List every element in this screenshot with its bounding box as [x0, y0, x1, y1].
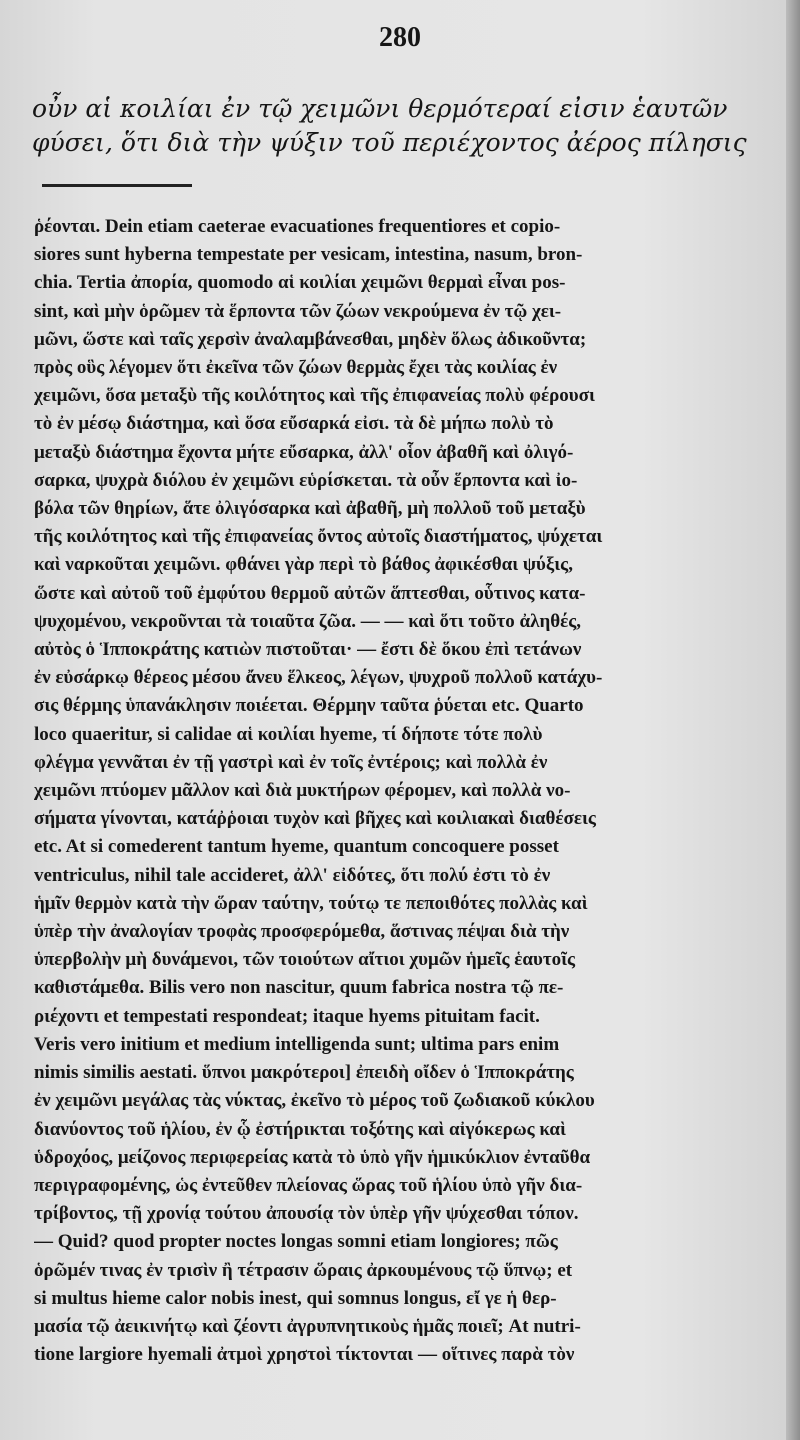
- page-number: 280: [379, 22, 421, 53]
- text-line: ὥστε καὶ αὐτοῦ τοῦ ἐμφύτου θερμοῦ αὐτῶν ἅπτεσθαι, οὗτινος κατα-: [34, 582, 586, 604]
- text-line: τὸ ἐν μέσῳ διάστημα, καὶ ὅσα εὔσαρκά εἰσι. τὰ δὲ μήπω πολὺ τὸ: [34, 413, 554, 435]
- text-line: πρὸς οὓς λέγομεν ὅτι ἐκεῖνα τῶν ζώων θερμὰς ἔχει τὰς κοιλίας ἐν: [34, 357, 558, 379]
- text-line: χειμῶνι, ὅσα μεταξὺ τῆς κοιλότητος καὶ τῆς ἐπιφανείας πολὺ φέρουσι: [34, 385, 595, 407]
- text-line: ριέχοντι et tempestati respondeat; itaque hyems pituitam facit.: [34, 1005, 540, 1027]
- text-line: μεταξὺ διάστημα ἔχοντα μήτε εὔσαρκα, ἀλλ' οἷον ἀβαθῆ καὶ ὀλιγό-: [34, 441, 574, 463]
- text-line: siores sunt hyberna tempestate per vesicam, intestina, nasum, bron-: [34, 244, 583, 266]
- text-line: βόλα τῶν θηρίων, ἅτε ὀλιγόσαρκα καὶ ἀβαθῆ, μὴ πολλοῦ τοῦ μεταξὺ: [34, 498, 586, 520]
- text-line: μασία τῷ ἀεικινήτῳ καὶ ζέοντι ἀγρυπνητικοὺς ἡμᾶς ποιεῖ; At nutri-: [34, 1315, 581, 1337]
- text-line: χειμῶνι πτύομεν μᾶλλον καὶ διὰ μυκτήρων φέρομεν, καὶ πολλὰ νο-: [34, 780, 571, 802]
- greek-text-line: οὖν αἱ κοιλίαι ἐν τῷ χειμῶνι θερμότεραί εἰσιν ἑαυτῶν: [32, 94, 728, 123]
- text-line: τῆς κοιλότητος καὶ τῆς ἐπιφανείας ὄντος αὐτοῖς διαστήματος, ψύχεται: [34, 526, 603, 548]
- text-line: ψυχομένου, νεκροῦνται τὰ τοιαῦτα ζῶα. — — καὶ ὅτι τοῦτο ἀληθές,: [34, 610, 582, 632]
- text-line: sint, καὶ μὴν ὁρῶμεν τὰ ἕρποντα τῶν ζώων νεκρούμενα ἐν τῷ χει-: [34, 300, 562, 322]
- text-line: φλέγμα γεννᾶται ἐν τῇ γαστρὶ καὶ ἐν τοῖς ἐντέροις; καὶ πολλὰ ἐν: [34, 751, 548, 773]
- text-line: καθιστάμεθα. Bilis vero non nascitur, quum fabrica nostra τῷ πε-: [34, 977, 564, 999]
- text-line: περιγραφομένης, ὡς ἐντεῦθεν πλείονας ὥρας τοῦ ἡλίου ὑπὸ γῆν δια-: [34, 1174, 583, 1196]
- text-line: καὶ ναρκοῦται χειμῶνι. φθάνει γὰρ περὶ τὸ βάθος ἀφικέσθαι ψύξις,: [34, 554, 573, 576]
- text-line: ventriculus, nihil tale accideret, ἀλλ' εἰδότες, ὅτι πολύ ἐστι τὸ ἐν: [34, 864, 551, 886]
- text-line: τρίβοντος, τῇ χρονίᾳ τούτου ἀπουσίᾳ τὸν ὑπὲρ γῆν ψύχεσθαι τόπον.: [34, 1203, 579, 1225]
- text-line: ὁρῶμέν τινας ἐν τρισὶν ἢ τέτρασιν ὥραις ἀρκουμένους τῷ ὕπνῳ; et: [34, 1259, 573, 1281]
- text-line: ἐν χειμῶνι μεγάλας τὰς νύκτας, ἐκεῖνο τὸ μέρος τοῦ ζωδιακοῦ κύκλου: [34, 1090, 595, 1112]
- greek-text-line: φύσει, ὅτι διὰ τὴν ψύξιν τοῦ περιέχοντος ἀέρος πίλησις: [32, 128, 747, 157]
- text-line: αὐτὸς ὁ Ἱπποκράτης κατιὼν πιστοῦται· — ἔστι δὲ ὅκου ἐπὶ τετάνων: [34, 639, 582, 661]
- text-line: chia. Tertia ἀπορία, quomodo αἱ κοιλίαι χειμῶνι θερμαὶ εἶναι pos-: [34, 272, 566, 294]
- text-line: Veris vero initium et medium intelligenda sunt; ultima pars enim: [34, 1033, 560, 1055]
- text-line: ὑδροχόος, μείζονος περιφερείας κατὰ τὸ ὑπὸ γῆν ἡμικύκλιον ἐνταῦθα: [34, 1146, 591, 1168]
- commentary-body: [34, 213, 766, 1369]
- text-line: loco quaeritur, si calidae αἱ κοιλίαι hyeme, τί δήποτε τότε πολὺ: [34, 723, 543, 745]
- text-line: ὑπερβολὴν μὴ δυνάμενοι, τῶν τοιούτων αἴτιοι χυμῶν ἡμεῖς ἑαυτοῖς: [34, 949, 576, 971]
- text-line: tione largiore hyemali ἀτμοὶ χρηστοὶ τίκτονται — οἵτινες παρὰ τὸν: [34, 1344, 575, 1366]
- text-line: — Quid? quod propter noctes longas somni etiam longiores; πῶς: [34, 1231, 558, 1253]
- text-line: si multus hieme calor nobis inest, qui somnus longus, εἴ γε ἡ θερ-: [34, 1287, 557, 1309]
- text-line: μῶνι, ὥστε καὶ ταῖς χερσὶν ἀναλαμβάνεσθαι, μηδὲν ὅλως ἀδικοῦντα;: [34, 328, 587, 350]
- footnote-rule: [42, 184, 192, 187]
- text-line: ἐν εὐσάρκῳ θέρεος μέσου ἄνευ ἕλκεος, λέγων, ψυχροῦ πολλοῦ κατάχυ-: [34, 667, 603, 689]
- text-line: σις θέρμης ὑπανάκλησιν ποιέεται. Θέρμην ταῦτα ῥύεται etc. Quarto: [34, 695, 584, 717]
- text-line: σήματα γίνονται, κατάῤῥοιαι τυχὸν καὶ βῆχες καὶ κοιλιακαὶ διαθέσεις: [34, 808, 596, 830]
- text-line: nimis similis aestati. ὕπνοι μακρότεροι] ἐπειδὴ οἴδεν ὁ Ἱπποκράτης: [34, 1062, 574, 1084]
- page-spine-shadow: [786, 0, 800, 1440]
- text-line: σαρκα, ψυχρὰ διόλου ἐν χειμῶνι εὑρίσκεται. τὰ οὖν ἕρποντα καὶ ἰο-: [34, 469, 578, 491]
- text-line: ῥέονται. Dein etiam caeterae evacuationes frequentiores et copio-: [34, 216, 561, 237]
- greek-heading-text: [32, 92, 764, 160]
- text-line: διανύοντος τοῦ ἡλίου, ἐν ᾧ ἐστήρικται τοξότης καὶ αἰγόκερως καὶ: [34, 1118, 566, 1140]
- text-line: etc. At si comederent tantum hyeme, quantum concoquere posset: [34, 836, 559, 858]
- text-line: ὑπὲρ τὴν ἀναλογίαν τροφὰς προσφερόμεθα, ἅστινας πέψαι διὰ τὴν: [34, 921, 570, 943]
- text-line: ἡμῖν θερμὸν κατὰ τὴν ὥραν ταύτην, τούτῳ τε πεποιθότες πολλὰς καὶ: [34, 892, 588, 914]
